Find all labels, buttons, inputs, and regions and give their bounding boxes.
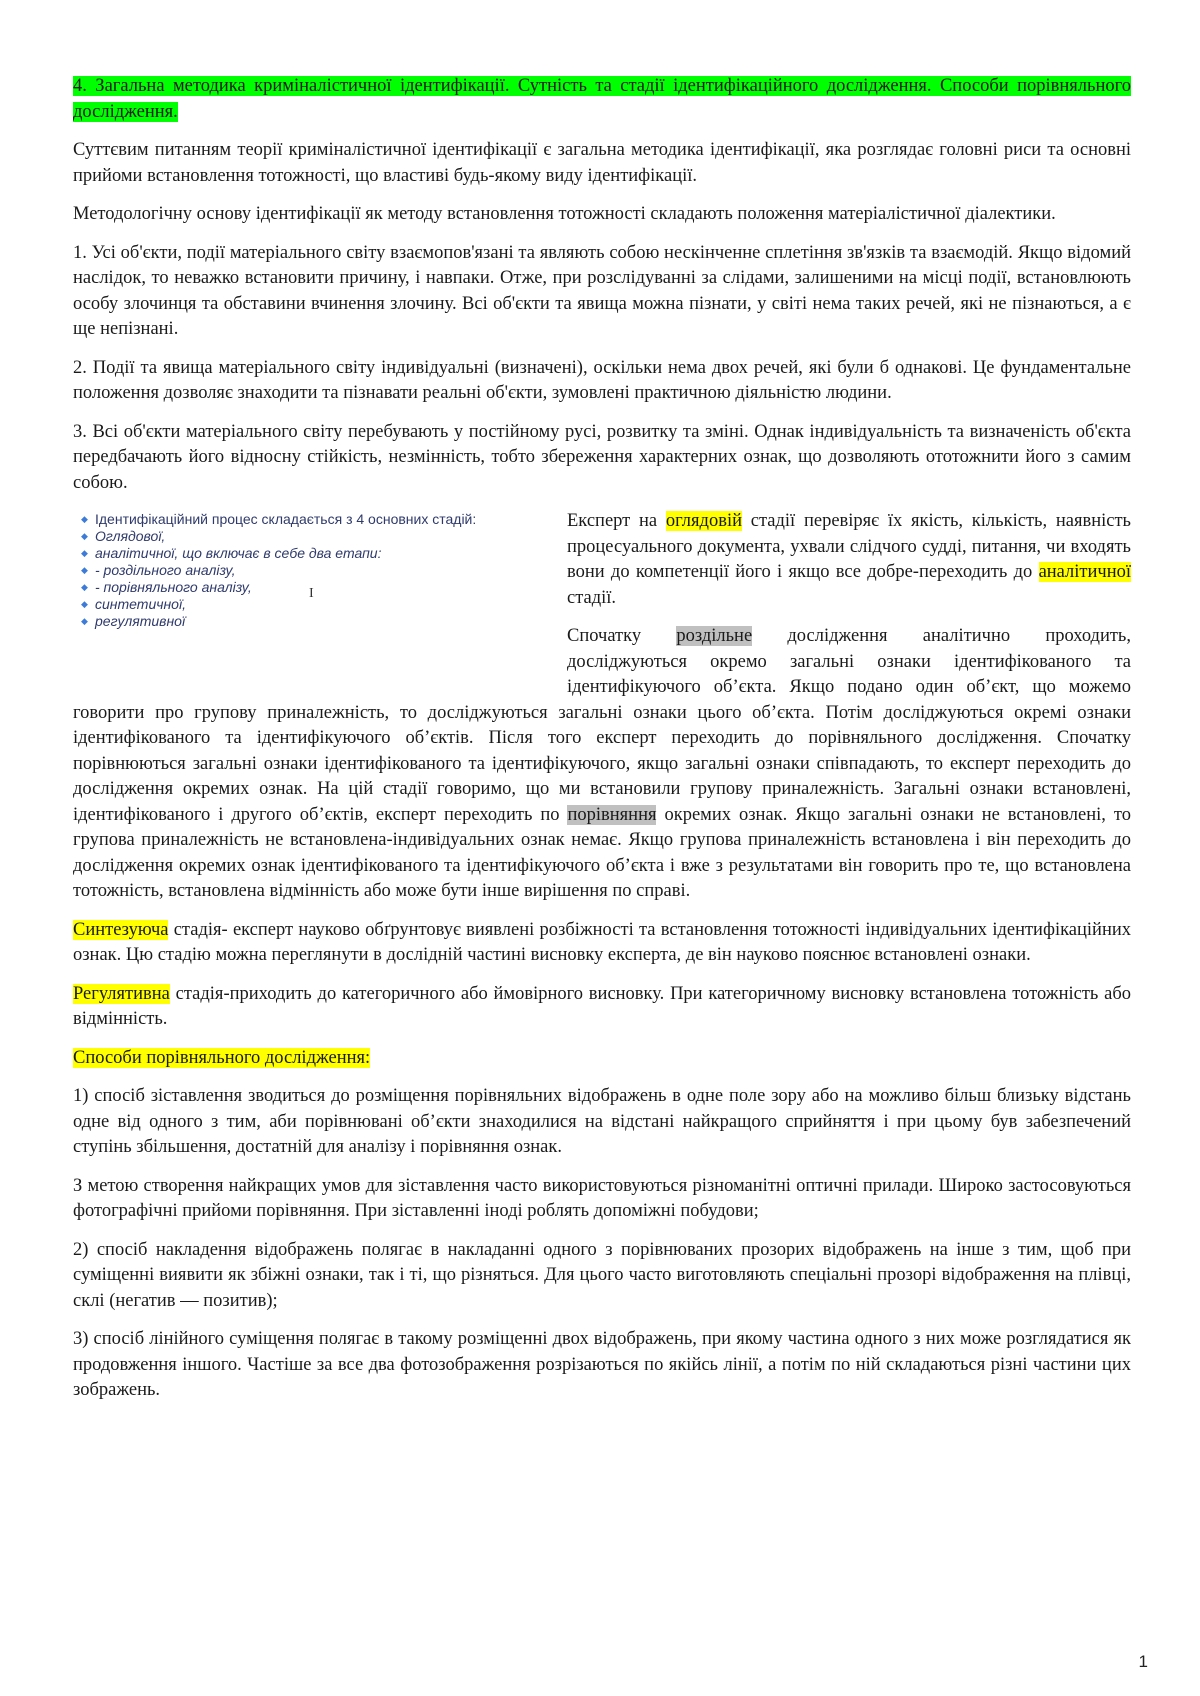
text-run: окремих ознак. Якщо загальні ознаки не встановлені, то групова приналежність не встановлена-індивідуальних ознак немає. Якщо групова приналежність встановлена і він переходить до дослідження окремих ознак ідентифікованого та ідентифікуючого об’єкта і вже з результатами він говорить про те, що встановлена тотожність, встановлена відмінність або може бути інше вирішення по справі. [73, 804, 1131, 901]
paragraph [73, 918, 1131, 969]
stages-list-item: ◆ Оглядової, [81, 528, 545, 545]
page-number: 1 [1138, 1652, 1148, 1671]
stages-list-item: ◆ Ідентифікаційний процес складається з 4 основних стадій: [81, 511, 545, 528]
paragraph: 1. Усі об'єкти, події матеріального світу взаємопов'язані та являють собою нескінченне сплетіння зв'язків та взаємодій. Якщо відомий наслідок, то неважко встановити причину, і навпаки. Отже, при розслідуванні за слідами, залишеними на місці події, встановлюють особу злочинця та обставини вчинення злочину. Всі об'єкти та явища можна пізнати, у світі нема таких речей, які не пізнаються, а є ще непізнані. [73, 242, 1131, 339]
image-mark: I [309, 586, 314, 601]
highlight-term: Синтезуюча [73, 919, 169, 940]
highlight-term: оглядовій [665, 511, 742, 531]
paragraph [73, 982, 1131, 1033]
text-run: Спочатку [567, 626, 677, 646]
text-run: стадія- експерт науково обґрунтовує виявлені розбіжності та встановлення тотожності індивідуальних ідентифікаційних ознак. Цю стадію можна переглянути в дослідній частині висновку експерта, де він науково пояснює встановлені ознаки. [73, 919, 1131, 965]
paragraph: 1) спосіб зіставлення зводиться до розміщення порівняльних відображень в одне поле зору або на можливо більш близьку відстань одне від одного з тим, аби порівнювані об’єкти знаходилися на відстані найкращого сприйняття і при цьому був забезпечений ступінь збільшення, достатній для аналізу і порівняння ознак. [73, 1086, 1131, 1157]
stages-list-item: ◆ аналітичної, що включає в себе два етапи: [81, 545, 545, 562]
document-body [73, 74, 1131, 1417]
stages-list-item: ◆ регулятивної [81, 613, 545, 630]
subheading-text: Способи порівняльного дослідження: [73, 1047, 371, 1068]
text-run: стадія-приходить до категоричного або ймовірного висновку. При категоричному висновку встановлена тотожність або відмінність. [73, 983, 1131, 1029]
paragraph: 3. Всі об'єкти матеріального світу перебувають у постійному русі, розвитку та зміні. Однак індивідуальність та визначеність об'єкта передбачають його відносну стійкість, незмінність, тобто збереження характерних ознак, що дозволяють ототожнити його з самим собою. [73, 421, 1131, 493]
heading-text: 4. Загальна методика криміналістичної ідентифікації. Сутність та стадії ідентифікаційного дослідження. Способи порівняльного дослідження. [73, 76, 1131, 122]
text-run: Експерт на [567, 511, 666, 531]
section-heading [73, 74, 1131, 125]
paragraph: З метою створення найкращих умов для зіставлення часто використовуються різноманітні оптичні прилади. Широко застосовуються фотографічні прийоми порівняння. При зіставленні іноді роблять допоміжні побудови; [73, 1175, 1131, 1221]
highlight-term: порівняння [567, 804, 657, 825]
text-run: стадії. [567, 587, 617, 608]
paragraph: 2. Події та явища матеріального світу індивідуальні (визначені), оскільки нема двох речей, які були б однакові. Це фундаментальне положення дозволяє знаходити та пізнавати реальні об'єкти, зумовлені практичною діяльністю людини. [73, 357, 1131, 403]
highlight-term: роздільне [676, 626, 753, 646]
stages-list [63, 511, 545, 630]
highlight-term: Регулятивна [73, 983, 170, 1004]
paragraph: Суттєвим питанням теорії криміналістичної ідентифікації є загальна методика ідентифікації, яка розглядає головні риси та основні прийоми встановлення тотожності, що властиві будь-якому виду ідентифікації. [73, 140, 1131, 186]
highlight-term: аналітичної [1038, 562, 1131, 582]
stages-list-item: ◆ - порівняльного аналізу, [81, 579, 545, 596]
stages-list-item: ◆ - роздільного аналізу, [81, 562, 545, 579]
subheading [73, 1046, 1131, 1072]
text-run: стадії перевіряє їх якість, кількість, наявність процесуального документа, ухвали слідчого судді, питання, чи входять вони до компетенції його і якщо все добре-переходить до [567, 511, 1131, 582]
paragraph: 3) спосіб лінійного суміщення полягає в такому розміщенні двох відображень, при якому частина одного з них може розглядатися як продовження іншого. Частіше за все два фотозображення розрізаються по якійсь лінії, а потім по ній складаються різні частини цих зображень. [73, 1329, 1131, 1400]
text-run: дослідження аналітично проходить, досліджуються окремо загальні ознаки ідентифікованого та ідентифікуючого об’єкта. Якщо подано один об’єкт, що можемо говорити про групову приналежність, то досліджуються загальні ознаки цього об’єкта. Потім досліджуються окремі ознаки ідентифікованого та ідентифікуючого об’єктів. Після того експерт переходить до порівняльного дослідження. Спочатку порівнюються загальні ознаки ідентифікованого та ідентифікуючого, якщо загальні ознаки співпадають, то експерт переходить до дослідження окремих ознак. На цій стадії говоримо, що ми встановили групову приналежність. Загальні ознаки встановлені, ідентифікованого і другого об’єктів, експерт переходить по [73, 626, 1131, 825]
stages-slide-image [63, 511, 545, 696]
stages-list-item: ◆ синтетичної, [81, 596, 545, 613]
paragraph: 2) спосіб накладення відображень полягає в накладанні одного з порівнюваних прозорих відображень на інше з тим, щоб при суміщенні виявити як збіжні ознаки, так і ті, що різняться. Для цього часто виготовляють спеціальні прозорі відображення на плівці, склі (негатив — позитив); [73, 1239, 1131, 1311]
paragraph: Методологічну основу ідентифікації як методу встановлення тотожності складають положення матеріалістичної діалектики. [73, 204, 1056, 224]
